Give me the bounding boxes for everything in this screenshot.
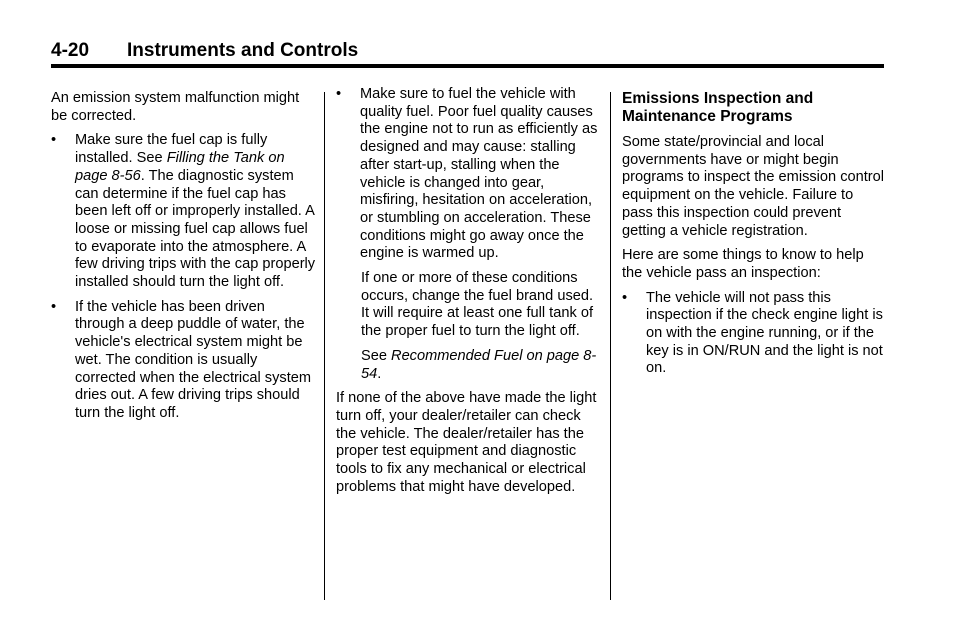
see-reference (336, 348, 601, 383)
list-item (51, 299, 316, 423)
closing-paragraph: If none of the above have made the light turn off, your dealer/retailer can check the vehicle. The dealer/retailer has the proper test equipment and diagnostic tools to fix any mechanical or electrical problems that might have developed. (336, 390, 597, 495)
subsection-heading: Emissions Inspection and Maintenance Programs (622, 90, 814, 125)
paragraph: Here are some things to know to help the vehicle pass an inspection: (622, 247, 864, 281)
bullet-text: . The diagnostic system can determine if the fuel cap has been left off or improperly installed. A loose or missing fuel cap allows fuel to evaporate into the atmosphere. A few driving trips with the cap properly installed should turn the light off. (75, 167, 316, 291)
column-1 (51, 90, 316, 430)
page-header (51, 38, 884, 68)
column-divider (324, 92, 325, 600)
list-item (622, 290, 884, 379)
see-prefix: See (361, 347, 392, 364)
column-3 (622, 90, 884, 385)
bullet-text: The vehicle will not pass this inspection if the check engine light is on with the engine running, or if the key is in ON/RUN and the light is not on. (646, 289, 883, 377)
cross-reference-link[interactable]: Filling the Tank on page 8-56 (75, 150, 285, 184)
column-divider (610, 92, 611, 600)
bullet-text: Make sure the fuel cap is fully installed. See (75, 132, 268, 167)
paragraph: Some state/provincial and local governments have or might begin programs to inspect the emission control equipment on the vehicle. Failure to pass this inspection could prevent getting a vehicle registration. (622, 134, 884, 239)
intro-paragraph: An emission system malfunction might be corrected. (51, 90, 300, 124)
bullet-icon: • (51, 298, 57, 315)
bullet-icon: • (622, 289, 628, 306)
continuation-text: If one or more of these conditions occurs, change the fuel brand used. It will require at least one full tank of the proper fuel to turn the light off. (361, 270, 594, 340)
bullet-icon: • (336, 86, 342, 102)
list-item (51, 132, 316, 291)
page-number: 4-20 (51, 40, 90, 61)
cross-reference-link[interactable]: Recommended Fuel on page 8-54 (361, 347, 597, 382)
bullet-icon: • (51, 132, 57, 149)
section-title: Instruments and Controls (127, 40, 359, 61)
bullet-text: If the vehicle has been driven through a deep puddle of water, the vehicle's electrical system might be wet. The condition is usually corrected when the electrical system dries out. A few driving trips should turn the light off. (75, 298, 312, 421)
see-suffix: . (377, 365, 382, 382)
bullet-continuation (336, 270, 601, 341)
list-item (336, 86, 601, 263)
bullet-text: Make sure to fuel the vehicle with quality fuel. Poor fuel quality causes the engine not to run as efficiently as designed and may cause: stalling after start-up, stalling when the vehicle is changed into gear, misfiring, hesitation on acceleration, or stumbling on acceleration. These conditions might go away once the engine is warmed up. (360, 86, 598, 262)
column-2 (336, 86, 601, 503)
